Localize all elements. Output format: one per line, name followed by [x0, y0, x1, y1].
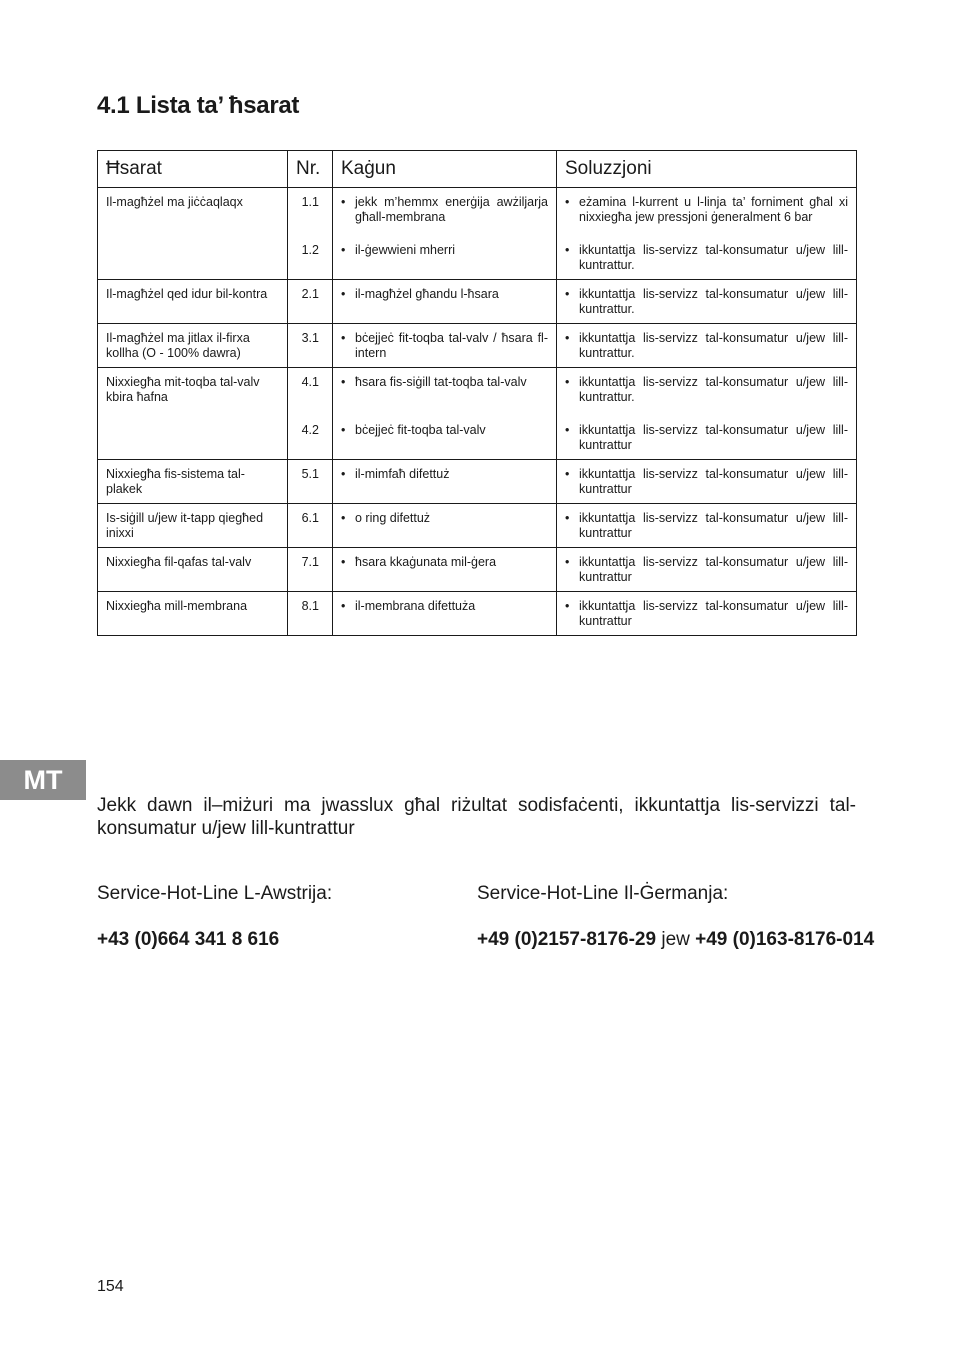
table-row — [98, 592, 857, 636]
solution-cell — [557, 188, 857, 280]
nr-cell — [288, 188, 333, 280]
solution-item — [565, 423, 848, 453]
bullet-icon: • — [341, 511, 346, 525]
nr-cell — [288, 280, 333, 324]
phone-number-germany-2: +49 (0)163-8176-014 — [695, 929, 875, 950]
fault-cell: Il-magħżel ma jitlax il-firxa kollha (O - 100% dawra) — [98, 324, 288, 368]
table-row — [98, 368, 857, 460]
solution-text: ikkuntattja lis-servizz tal-konsumatur u/jew lill-kuntrattur — [579, 555, 848, 584]
entry-number: 6.1 — [301, 511, 319, 525]
cause-item — [341, 467, 548, 497]
cause-cell — [333, 460, 557, 504]
header-solution: Soluzzjoni — [557, 151, 857, 188]
table-row — [98, 324, 857, 368]
fault-cell: Nixxiegħa fis-sistema tal-plakek — [98, 460, 288, 504]
solution-text: ikkuntattja lis-servizz tal-konsumatur u/jew lill-kuntrattur — [579, 599, 848, 628]
bullet-icon: • — [341, 331, 346, 345]
bullet-icon: • — [565, 375, 570, 389]
solution-cell — [557, 592, 857, 636]
entry-number: 7.1 — [301, 555, 319, 569]
header-nr: Nr. — [288, 151, 333, 188]
entry-number: 2.1 — [301, 287, 319, 301]
cause-item — [341, 287, 548, 317]
cause-text: o ring difettuż — [355, 511, 431, 525]
cause-cell — [333, 280, 557, 324]
bullet-icon: • — [341, 423, 346, 437]
nr-cell — [288, 324, 333, 368]
entry-number: 3.1 — [301, 331, 319, 345]
table-row — [98, 548, 857, 592]
cause-text: ħsara fis-siġill tat-toqba tal-valv — [355, 375, 527, 389]
solution-cell — [557, 324, 857, 368]
bullet-icon: • — [565, 599, 570, 613]
cause-text: il-mimfaħ difettuż — [355, 467, 450, 481]
section-heading: 4.1 Lista ta’ ħsarat — [97, 92, 300, 119]
hotline-austria-label: Service-Hot-Line L-Awstrija: — [97, 883, 333, 904]
bullet-icon: • — [341, 467, 346, 481]
fault-table — [97, 150, 857, 636]
solution-item — [565, 243, 848, 273]
table-row — [98, 460, 857, 504]
bullet-icon: • — [565, 555, 570, 569]
cause-text: il-magħżel għandu l-ħsara — [355, 287, 499, 301]
hotline-austria-phone — [97, 929, 279, 951]
cause-item — [341, 195, 548, 225]
solution-cell — [557, 460, 857, 504]
cause-text: il-ġewwieni mherri — [355, 243, 456, 257]
solution-cell — [557, 368, 857, 460]
phone-number-germany-1: +49 (0)2157-8176-29 — [477, 929, 657, 950]
cause-item — [341, 375, 548, 405]
cause-text: il-membrana difettuża — [355, 599, 476, 613]
cause-item — [341, 511, 548, 541]
cause-item — [341, 331, 548, 361]
cause-cell — [333, 592, 557, 636]
cause-item — [341, 555, 548, 585]
solution-text: ikkuntattja lis-servizz tal-konsumatur u/jew lill-kuntrattur — [579, 423, 848, 452]
bullet-icon: • — [341, 555, 346, 569]
nr-cell — [288, 504, 333, 548]
cause-cell — [333, 368, 557, 460]
bullet-icon: • — [341, 599, 346, 613]
header-cause: Kaġun — [333, 151, 557, 188]
bullet-icon: • — [565, 511, 570, 525]
header-faults: Ħsarat — [98, 151, 288, 188]
solution-cell — [557, 548, 857, 592]
fault-cell: Il-magħżel qed idur bil-kontra — [98, 280, 288, 324]
table-body — [98, 188, 857, 636]
nr-cell — [288, 460, 333, 504]
solution-cell — [557, 504, 857, 548]
cause-item — [341, 423, 548, 453]
solution-item — [565, 331, 848, 361]
nr-cell — [288, 548, 333, 592]
solution-cell — [557, 280, 857, 324]
cause-text: ħsara kkaġunata mil-ġera — [355, 555, 497, 569]
nr-cell — [288, 592, 333, 636]
solution-item — [565, 599, 848, 629]
solution-item — [565, 195, 848, 225]
entry-number: 8.1 — [301, 599, 319, 613]
solution-text: ikkuntattja lis-servizz tal-konsumatur u/jew lill-kuntrattur — [579, 467, 848, 496]
entry-number: 4.1 — [301, 375, 319, 389]
solution-item — [565, 287, 848, 317]
entry-number: 5.1 — [301, 467, 319, 481]
fault-cell: Il-magħżel ma jiċċaqlaqx — [98, 188, 288, 280]
table-row — [98, 280, 857, 324]
bullet-icon: • — [565, 243, 570, 257]
nr-cell — [288, 368, 333, 460]
table-row — [98, 188, 857, 280]
solution-text: ikkuntattja lis-servizz tal-konsumatur u/jew lill-kuntrattur. — [579, 287, 848, 316]
bullet-icon: • — [565, 423, 570, 437]
entry-number: 1.1 — [301, 195, 319, 209]
cause-cell — [333, 188, 557, 280]
hotline-germany-label: Service-Hot-Line Il-Ġermanja: — [477, 883, 729, 904]
solution-text: ikkuntattja lis-servizz tal-konsumatur u/jew lill-kuntrattur. — [579, 331, 848, 360]
entry-number: 1.2 — [301, 243, 319, 257]
solution-item — [565, 467, 848, 497]
fault-cell: Nixxiegħa mit-toqba tal-valv kbira ħafna — [98, 368, 288, 460]
solution-text: ikkuntattja lis-servizz tal-konsumatur u/jew lill-kuntrattur. — [579, 375, 848, 404]
fault-cell: Nixxiegħa mill-membrana — [98, 592, 288, 636]
bullet-icon: • — [341, 287, 346, 301]
bullet-icon: • — [565, 287, 570, 301]
hotline-germany-phone — [477, 929, 874, 951]
phone-number-austria: +43 (0)664 341 8 616 — [97, 929, 280, 950]
page-number: 154 — [97, 1278, 124, 1295]
entry-number: 4.2 — [301, 423, 319, 437]
bullet-icon: • — [341, 195, 346, 209]
cause-item — [341, 243, 548, 273]
bullet-icon: • — [565, 195, 570, 209]
phone-separator: jew — [661, 929, 690, 950]
table-row — [98, 504, 857, 548]
cause-text: jekk m’hemmx enerġija awżiljarja għall-membrana — [355, 195, 548, 224]
solution-item — [565, 375, 848, 405]
solution-text: eżamina l-kurrent u l-linja ta’ forniment għal xi nixxiegħa jew pressjoni ġeneralment 6 bar — [579, 195, 848, 224]
table-header-row — [98, 151, 857, 188]
bullet-icon: • — [341, 375, 346, 389]
bullet-icon: • — [341, 243, 346, 257]
cause-text: bċejjeċ fit-toqba tal-valv / ħsara fl-intern — [355, 331, 548, 360]
bullet-icon: • — [565, 331, 570, 345]
cause-cell — [333, 504, 557, 548]
language-tab: MT — [0, 760, 86, 800]
contact-instruction: Jekk dawn il–miżuri ma jwasslux għal riżultat sodisfaċenti, ikkuntattja lis-servizzi tal-konsumatur u/jew lill-kuntrattur — [97, 795, 856, 839]
solution-text: ikkuntattja lis-servizz tal-konsumatur u/jew lill-kuntrattur — [579, 511, 848, 540]
fault-cell: Nixxiegħa fil-qafas tal-valv — [98, 548, 288, 592]
solution-item — [565, 555, 848, 585]
cause-text: bċejjeċ fit-toqba tal-valv — [355, 423, 486, 437]
bullet-icon: • — [565, 467, 570, 481]
fault-cell: Is-siġill u/jew it-tapp qiegħed inixxi — [98, 504, 288, 548]
solution-text: ikkuntattja lis-servizz tal-konsumatur u/jew lill-kuntrattur. — [579, 243, 848, 272]
solution-item — [565, 511, 848, 541]
cause-item — [341, 599, 548, 629]
cause-cell — [333, 548, 557, 592]
cause-cell — [333, 324, 557, 368]
